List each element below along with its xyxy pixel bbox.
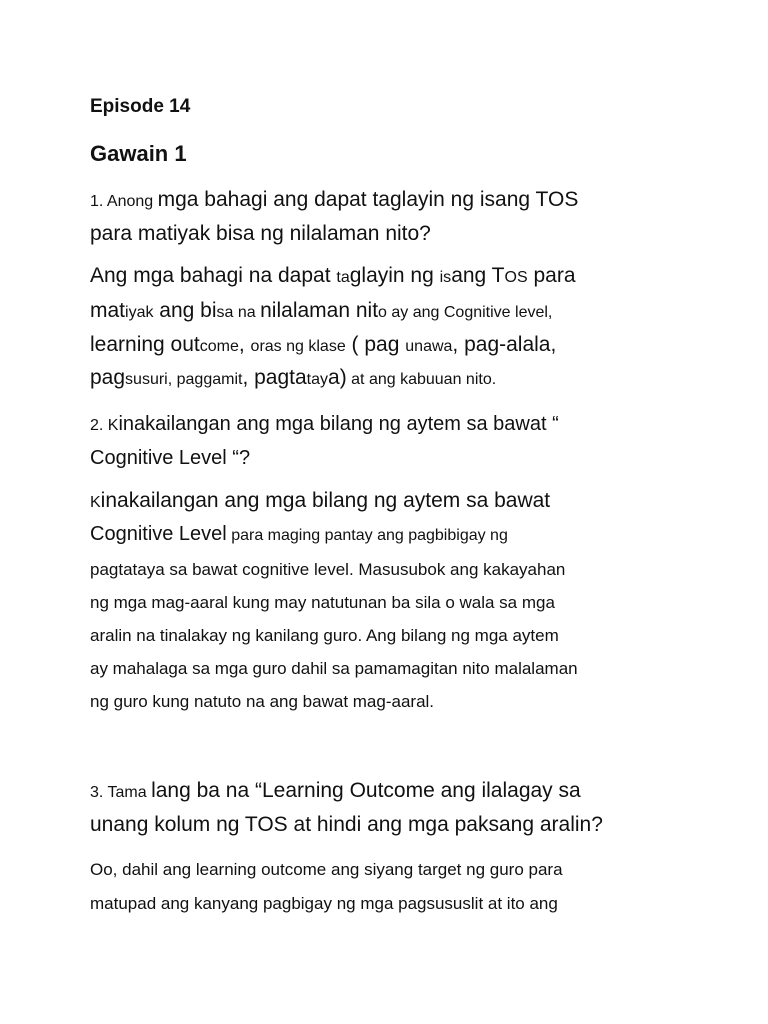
answer-2-line-2: Cognitive Level para maging pantay ang pagbibigay ng xyxy=(90,523,508,545)
answer-1-line-2: matiyak ang bisa na nilalaman nito ay ang Cognitive level, xyxy=(90,299,553,322)
answer-2-line-5: aralin na tinalakay ng kanilang guro. Ang bilang ng mga aytem xyxy=(90,626,559,645)
answer-1-line-3: learning outcome, oras ng klase ( pag unawa, pag-alala, xyxy=(90,333,557,356)
answer-2-line-3: pagtataya sa bawat cognitive level. Masusubok ang kakayahan xyxy=(90,560,566,579)
question-2-line-2: Cognitive Level “? xyxy=(90,447,251,469)
gawain-heading: Gawain 1 xyxy=(90,141,187,166)
answer-2-line-6: ay mahalaga sa mga guro dahil sa pamamagitan nito malalaman xyxy=(90,659,578,678)
question-2-line-1: 2. Kinakailangan ang mga bilang ng aytem sa bawat “ xyxy=(90,413,559,435)
answer-1-line-1: Ang mga bahagi na dapat taglayin ng isang TOS para xyxy=(90,264,576,287)
answer-3-line-1: Oo, dahil ang learning outcome ang siyang target ng guro para xyxy=(90,860,563,879)
answer-2-line-4: ng mga mag-aaral kung may natutunan ba sila o wala sa mga xyxy=(90,593,555,612)
episode-heading: Episode 14 xyxy=(90,96,191,117)
question-3-line-2: unang kolum ng TOS at hindi ang mga paksang aralin? xyxy=(90,813,603,836)
question-1-line-2: para matiyak bisa ng nilalaman nito? xyxy=(90,222,431,245)
answer-1-line-4: pagsusuri, paggamit, pagtataya) at ang kabuuan nito. xyxy=(90,366,497,389)
question-1-line-1: 1. Anong mga bahagi ang dapat taglayin ng isang TOS xyxy=(90,188,579,211)
question-3-line-1: 3. Tama lang ba na “Learning Outcome ang ilalagay sa xyxy=(90,779,581,802)
answer-2-line-7: ng guro kung natuto na ang bawat mag-aaral. xyxy=(90,692,435,711)
answer-2-line-1: Kinakailangan ang mga bilang ng aytem sa bawat xyxy=(90,489,551,512)
answer-3-line-2: matupad ang kanyang pagbigay ng mga pagsususlit at ito ang xyxy=(90,894,558,913)
